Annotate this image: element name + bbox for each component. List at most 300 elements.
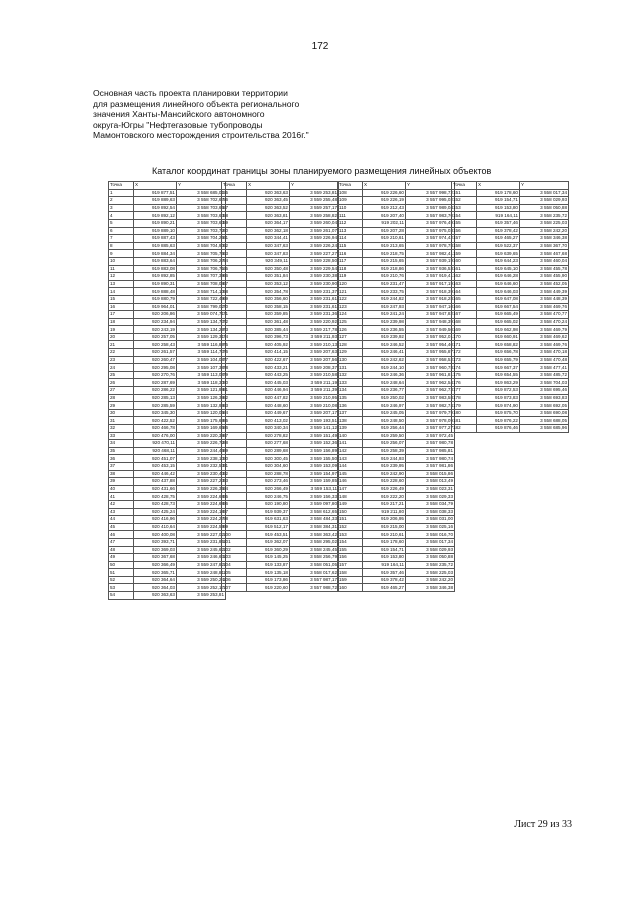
point-number: 1 — [109, 189, 134, 197]
table-row — [222, 561, 339, 569]
y-coordinate: 3 559 224,27 — [177, 516, 226, 524]
point-number: 149 — [338, 500, 363, 508]
point-number: 118 — [338, 265, 363, 273]
table-row — [109, 425, 226, 433]
column-header-y: Y — [290, 182, 339, 190]
x-coordinate: 919 876,46 — [477, 425, 520, 433]
table-row — [109, 440, 226, 448]
table-row — [109, 242, 226, 250]
y-coordinate: 3 558 484,33 — [290, 516, 339, 524]
x-coordinate: 919 215,00 — [363, 523, 406, 531]
y-coordinate: 3 559 116,89 — [177, 341, 226, 349]
table-row — [222, 409, 339, 417]
y-coordinate: 3 559 193,51 — [290, 417, 339, 425]
y-coordinate: 3 558 702,67 — [177, 197, 226, 205]
point-number: 128 — [338, 341, 363, 349]
point-number: 103 — [222, 554, 247, 562]
point-number: 177 — [452, 387, 477, 395]
y-coordinate: 3 559 113,08 — [177, 371, 226, 379]
point-number: 76 — [222, 349, 247, 357]
table-row — [109, 493, 226, 501]
y-coordinate: 3 558 029,93 — [406, 546, 455, 554]
y-coordinate: 3 558 704,90 — [177, 242, 226, 250]
x-coordinate: 919 202,11 — [363, 219, 406, 227]
y-coordinate: 3 559 227,23 — [177, 478, 226, 486]
table-row — [222, 288, 339, 296]
y-coordinate: 3 558 050,88 — [520, 204, 569, 212]
y-coordinate: 3 558 470,18 — [520, 349, 569, 357]
point-number: 26 — [109, 379, 134, 387]
y-coordinate: 3 558 025,16 — [406, 523, 455, 531]
y-coordinate: 3 558 704,03 — [520, 379, 569, 387]
table-row — [222, 189, 339, 197]
page-number: 172 — [311, 41, 329, 52]
y-coordinate: 3 557 987,17 — [290, 576, 339, 584]
point-number: 100 — [222, 531, 247, 539]
table-row — [222, 379, 339, 387]
table-row — [338, 462, 455, 470]
point-number: 160 — [452, 257, 477, 265]
x-coordinate: 919 236,55 — [363, 326, 406, 334]
x-coordinate: 919 248,64 — [363, 379, 406, 387]
point-number: 42 — [109, 500, 134, 508]
y-coordinate: 3 559 220,39 — [177, 432, 226, 440]
y-coordinate: 3 558 363,42 — [290, 531, 339, 539]
table-row — [109, 197, 226, 205]
y-coordinate: 3 559 208,37 — [290, 364, 339, 372]
point-number: 104 — [222, 561, 247, 569]
y-coordinate: 3 558 029,93 — [520, 197, 569, 205]
x-coordinate: 920 246,75 — [247, 493, 290, 501]
point-number: 109 — [338, 197, 363, 205]
x-coordinate: 919 248,50 — [363, 417, 406, 425]
point-number: 21 — [109, 341, 134, 349]
column-header-point: Точка — [452, 182, 477, 190]
x-coordinate: 920 364,64 — [134, 576, 177, 584]
table-row — [338, 295, 455, 303]
point-number: 163 — [452, 280, 477, 288]
table-row — [338, 455, 455, 463]
table-row — [109, 379, 226, 387]
x-coordinate: 919 357,46 — [477, 219, 520, 227]
table-row — [222, 478, 339, 486]
table-row — [338, 371, 455, 379]
y-coordinate: 3 558 477,41 — [520, 364, 569, 372]
x-coordinate: 920 363,52 — [247, 204, 290, 212]
x-coordinate: 919 892,85 — [134, 273, 177, 281]
point-number: 32 — [109, 425, 134, 433]
table-row — [338, 326, 455, 334]
point-number: 38 — [109, 470, 134, 478]
y-coordinate: 3 559 134,29 — [177, 326, 226, 334]
y-coordinate: 3 558 703,63 — [177, 219, 226, 227]
x-coordinate: 919 465,27 — [477, 235, 520, 243]
x-coordinate: 919 213,65 — [363, 242, 406, 250]
y-coordinate: 3 558 034,79 — [406, 500, 455, 508]
point-number: 14 — [109, 288, 134, 296]
y-coordinate: 3 557 919,41 — [406, 273, 455, 281]
table-row — [222, 387, 339, 395]
table-header-row — [452, 182, 569, 190]
y-coordinate: 3 558 295,02 — [290, 538, 339, 546]
table-row — [222, 356, 339, 364]
point-number: 34 — [109, 440, 134, 448]
y-coordinate: 3 559 114,73 — [177, 349, 226, 357]
x-coordinate: 920 190,80 — [247, 500, 290, 508]
point-number: 52 — [109, 576, 134, 584]
point-number: 6 — [109, 227, 134, 235]
table-row — [452, 402, 569, 410]
table-row — [109, 462, 226, 470]
x-coordinate: 920 345,30 — [134, 409, 177, 417]
y-coordinate: 3 559 248,81 — [177, 569, 226, 577]
table-row — [222, 531, 339, 539]
y-coordinate: 3 559 220,92 — [290, 318, 339, 326]
y-coordinate: 3 559 155,50 — [290, 455, 339, 463]
point-number: 141 — [338, 440, 363, 448]
x-coordinate: 919 876,22 — [477, 417, 520, 425]
table-row — [338, 227, 455, 235]
y-coordinate: 3 559 210,95 — [290, 394, 339, 402]
table-row — [109, 576, 226, 584]
table-row — [109, 273, 226, 281]
y-coordinate: 3 559 074,71 — [177, 311, 226, 319]
point-number: 121 — [338, 288, 363, 296]
column-header-point: Точка — [222, 182, 247, 190]
y-coordinate: 3 559 132,99 — [177, 402, 226, 410]
x-coordinate: 919 239,98 — [363, 318, 406, 326]
table-row — [109, 227, 226, 235]
table-row — [338, 508, 455, 516]
y-coordinate: 3 558 470,24 — [520, 318, 569, 326]
table-row — [222, 250, 339, 258]
point-number: 174 — [452, 364, 477, 372]
x-coordinate: 919 660,91 — [477, 333, 520, 341]
x-coordinate: 919 655,79 — [477, 356, 520, 364]
table-row — [452, 371, 569, 379]
x-coordinate: 920 295,08 — [134, 364, 177, 372]
table-row — [338, 432, 455, 440]
x-coordinate: 919 378,42 — [363, 576, 406, 584]
x-coordinate: 919 883,64 — [134, 257, 177, 265]
point-number: 2 — [109, 197, 134, 205]
point-number: 50 — [109, 561, 134, 569]
y-coordinate: 3 559 228,50 — [290, 257, 339, 265]
table-row — [338, 417, 455, 425]
x-coordinate: 919 242,62 — [363, 356, 406, 364]
y-coordinate: 3 559 207,17 — [290, 409, 339, 417]
x-coordinate: 919 244,10 — [363, 364, 406, 372]
y-coordinate: 3 558 051,05 — [290, 561, 339, 569]
x-coordinate: 919 217,21 — [363, 500, 406, 508]
y-coordinate: 3 558 706,71 — [177, 265, 226, 273]
point-number: 182 — [452, 425, 477, 433]
point-number: 96 — [222, 500, 247, 508]
table-row — [338, 387, 455, 395]
y-coordinate: 3 557 983,70 — [406, 212, 455, 220]
y-coordinate: 3 558 023,31 — [406, 485, 455, 493]
x-coordinate: 920 287,69 — [134, 379, 177, 387]
y-coordinate: 3 557 977,27 — [406, 425, 455, 433]
table-row — [338, 364, 455, 372]
table-row — [109, 523, 226, 531]
point-number: 181 — [452, 417, 477, 425]
y-coordinate: 3 557 962,54 — [406, 379, 455, 387]
table-row — [338, 500, 455, 508]
point-number: 24 — [109, 364, 134, 372]
x-coordinate: 920 347,83 — [247, 250, 290, 258]
x-coordinate: 920 273,46 — [247, 478, 290, 486]
table-row — [109, 402, 226, 410]
x-coordinate: 919 884,34 — [134, 250, 177, 258]
coordinates-table-1 — [108, 181, 226, 600]
point-number: 129 — [338, 349, 363, 357]
y-coordinate: 3 559 207,63 — [290, 349, 339, 357]
table-row — [222, 197, 339, 205]
x-coordinate: 920 258,43 — [134, 341, 177, 349]
x-coordinate: 919 863,29 — [477, 379, 520, 387]
point-number: 106 — [222, 576, 247, 584]
y-coordinate: 3 559 210,08 — [290, 402, 339, 410]
table-row — [338, 569, 455, 577]
x-coordinate: 919 667,54 — [477, 303, 520, 311]
x-coordinate: 919 889,63 — [134, 197, 177, 205]
table-row — [222, 326, 339, 334]
y-coordinate: 3 559 118,30 — [177, 379, 226, 387]
column-header-point: Точка — [109, 182, 134, 190]
table-row — [222, 508, 339, 516]
y-coordinate: 3 559 255,48 — [290, 197, 339, 205]
y-coordinate: 3 557 983,58 — [406, 394, 455, 402]
table-row — [109, 189, 226, 197]
x-coordinate: 920 365,71 — [134, 569, 177, 577]
point-number: 4 — [109, 212, 134, 220]
x-coordinate: 920 261,57 — [134, 349, 177, 357]
table-row — [222, 204, 339, 212]
point-number: 29 — [109, 402, 134, 410]
x-coordinate: 920 425,24 — [134, 508, 177, 516]
table-row — [222, 235, 339, 243]
point-number: 23 — [109, 356, 134, 364]
y-coordinate: 3 559 231,36 — [290, 311, 339, 319]
point-number: 148 — [338, 493, 363, 501]
x-coordinate: 919 888,48 — [134, 288, 177, 296]
point-number: 158 — [338, 569, 363, 577]
y-coordinate: 3 557 980,78 — [406, 440, 455, 448]
y-coordinate: 3 559 224,59 — [177, 523, 226, 531]
y-coordinate: 3 558 685,01 — [177, 189, 226, 197]
point-number: 93 — [222, 478, 247, 486]
point-number: 39 — [109, 478, 134, 486]
x-coordinate: 920 414,15 — [247, 349, 290, 357]
x-coordinate: 919 258,39 — [363, 447, 406, 455]
table-row — [109, 341, 226, 349]
x-coordinate: 920 363,81 — [247, 212, 290, 220]
table-row — [452, 242, 569, 250]
x-coordinate: 919 226,49 — [363, 485, 406, 493]
y-coordinate: 3 558 470,77 — [520, 311, 569, 319]
y-coordinate: 3 559 224,68 — [177, 500, 226, 508]
point-number: 143 — [338, 455, 363, 463]
table-row — [338, 349, 455, 357]
coordinates-table-2 — [221, 181, 339, 592]
x-coordinate: 920 353,12 — [247, 280, 290, 288]
x-coordinate: 919 639,65 — [477, 250, 520, 258]
point-number: 140 — [338, 432, 363, 440]
y-coordinate: 3 558 707,39 — [177, 273, 226, 281]
point-number: 110 — [338, 204, 363, 212]
point-number: 151 — [452, 189, 477, 197]
point-number: 170 — [452, 333, 477, 341]
table-row — [452, 341, 569, 349]
table-row — [338, 280, 455, 288]
point-number: 134 — [338, 387, 363, 395]
point-number: 123 — [338, 303, 363, 311]
point-number: 119 — [338, 273, 363, 281]
y-coordinate: 3 559 230,43 — [177, 470, 226, 478]
x-coordinate: 920 270,76 — [134, 371, 177, 379]
point-number: 59 — [222, 219, 247, 227]
x-coordinate: 920 278,82 — [247, 432, 290, 440]
point-number: 133 — [338, 379, 363, 387]
y-coordinate: 3 558 685,96 — [520, 425, 569, 433]
y-coordinate: 3 557 952,01 — [406, 333, 455, 341]
point-number: 19 — [109, 326, 134, 334]
x-coordinate: 919 646,28 — [477, 273, 520, 281]
table-row — [338, 288, 455, 296]
y-coordinate: 3 558 346,38 — [406, 584, 455, 592]
x-coordinate: 919 135,18 — [247, 569, 290, 577]
point-number: 57 — [222, 204, 247, 212]
table-row — [338, 250, 455, 258]
x-coordinate: 919 211,80 — [363, 508, 406, 516]
y-coordinate: 3 559 226,94 — [290, 235, 339, 243]
x-coordinate: 919 357,46 — [363, 569, 406, 577]
table-row — [222, 523, 339, 531]
x-coordinate: 920 449,67 — [247, 409, 290, 417]
y-coordinate: 3 559 230,90 — [290, 280, 339, 288]
x-coordinate: 920 363,45 — [247, 197, 290, 205]
y-coordinate: 3 559 175,69 — [177, 417, 226, 425]
y-coordinate: 3 558 017,34 — [520, 189, 569, 197]
point-number: 142 — [338, 447, 363, 455]
x-coordinate: 920 466,78 — [134, 425, 177, 433]
column-header-x: X — [134, 182, 177, 190]
table-row — [338, 318, 455, 326]
point-number: 87 — [222, 432, 247, 440]
y-coordinate: 3 558 704,25 — [177, 235, 226, 243]
y-coordinate: 3 557 998,72 — [406, 189, 455, 197]
point-number: 115 — [338, 242, 363, 250]
table-row — [452, 425, 569, 433]
table-row — [109, 417, 226, 425]
table-header-row — [222, 182, 339, 190]
y-coordinate: 3 558 692,05 — [520, 402, 569, 410]
x-coordinate: 919 178,60 — [477, 189, 520, 197]
table-row — [109, 538, 226, 546]
y-coordinate: 3 558 469,62 — [520, 333, 569, 341]
table-row — [109, 554, 226, 562]
table-row — [109, 531, 226, 539]
table-row — [338, 516, 455, 524]
point-number: 91 — [222, 462, 247, 470]
y-coordinate: 3 559 156,89 — [290, 447, 339, 455]
point-number: 155 — [338, 546, 363, 554]
y-coordinate: 3 559 141,12 — [290, 425, 339, 433]
y-coordinate: 3 559 156,33 — [290, 493, 339, 501]
x-coordinate: 919 236,77 — [363, 387, 406, 395]
x-coordinate: 919 215,65 — [363, 257, 406, 265]
point-number: 130 — [338, 356, 363, 364]
point-number: 17 — [109, 311, 134, 319]
y-coordinate: 3 558 612,65 — [290, 508, 339, 516]
y-coordinate: 3 558 038,33 — [406, 508, 455, 516]
x-coordinate: 919 522,37 — [477, 242, 520, 250]
point-number: 108 — [338, 189, 363, 197]
y-coordinate: 3 558 346,38 — [520, 235, 569, 243]
point-number: 85 — [222, 417, 247, 425]
x-coordinate: 920 413,02 — [247, 417, 290, 425]
x-coordinate: 919 245,05 — [363, 409, 406, 417]
point-number: 49 — [109, 554, 134, 562]
x-coordinate: 919 646,03 — [477, 288, 520, 296]
x-coordinate: 919 212,43 — [363, 204, 406, 212]
y-coordinate: 3 558 225,03 — [520, 219, 569, 227]
x-coordinate: 920 431,66 — [134, 485, 177, 493]
table-row — [222, 371, 339, 379]
point-number: 71 — [222, 311, 247, 319]
point-number: 124 — [338, 311, 363, 319]
table-row — [338, 379, 455, 387]
table-row — [338, 235, 455, 243]
y-coordinate: 3 559 253,81 — [177, 592, 226, 600]
point-number: 64 — [222, 257, 247, 265]
x-coordinate: 919 244,93 — [363, 455, 406, 463]
x-coordinate: 920 468,11 — [134, 447, 177, 455]
sheet-footer: Лист 29 из 33 — [514, 819, 572, 830]
point-number: 60 — [222, 227, 247, 235]
x-coordinate: 919 242,90 — [363, 470, 406, 478]
table-row — [222, 576, 339, 584]
table-row — [338, 341, 455, 349]
x-coordinate: 920 300,45 — [247, 455, 290, 463]
x-coordinate: 920 437,88 — [134, 478, 177, 486]
table-row — [338, 212, 455, 220]
table-row — [338, 409, 455, 417]
point-number: 152 — [452, 197, 477, 205]
y-coordinate: 3 558 013,49 — [406, 478, 455, 486]
point-number: 146 — [338, 478, 363, 486]
table-row — [338, 584, 455, 592]
x-coordinate: 919 874,90 — [477, 402, 520, 410]
x-coordinate: 919 890,31 — [134, 280, 177, 288]
table-row — [452, 280, 569, 288]
y-coordinate: 3 558 485,72 — [520, 371, 569, 379]
x-coordinate: 919 210,76 — [363, 273, 406, 281]
x-coordinate: 920 364,03 — [134, 584, 177, 592]
point-number: 86 — [222, 425, 247, 433]
y-coordinate: 3 558 242,20 — [406, 576, 455, 584]
x-coordinate: 920 366,49 — [134, 561, 177, 569]
y-coordinate: 3 557 978,78 — [406, 242, 455, 250]
point-number: 131 — [338, 364, 363, 372]
point-number: 173 — [452, 356, 477, 364]
table-row — [109, 356, 226, 364]
point-number: 70 — [222, 303, 247, 311]
x-coordinate: 920 266,49 — [247, 485, 290, 493]
x-coordinate: 919 631,63 — [247, 516, 290, 524]
point-number: 94 — [222, 485, 247, 493]
